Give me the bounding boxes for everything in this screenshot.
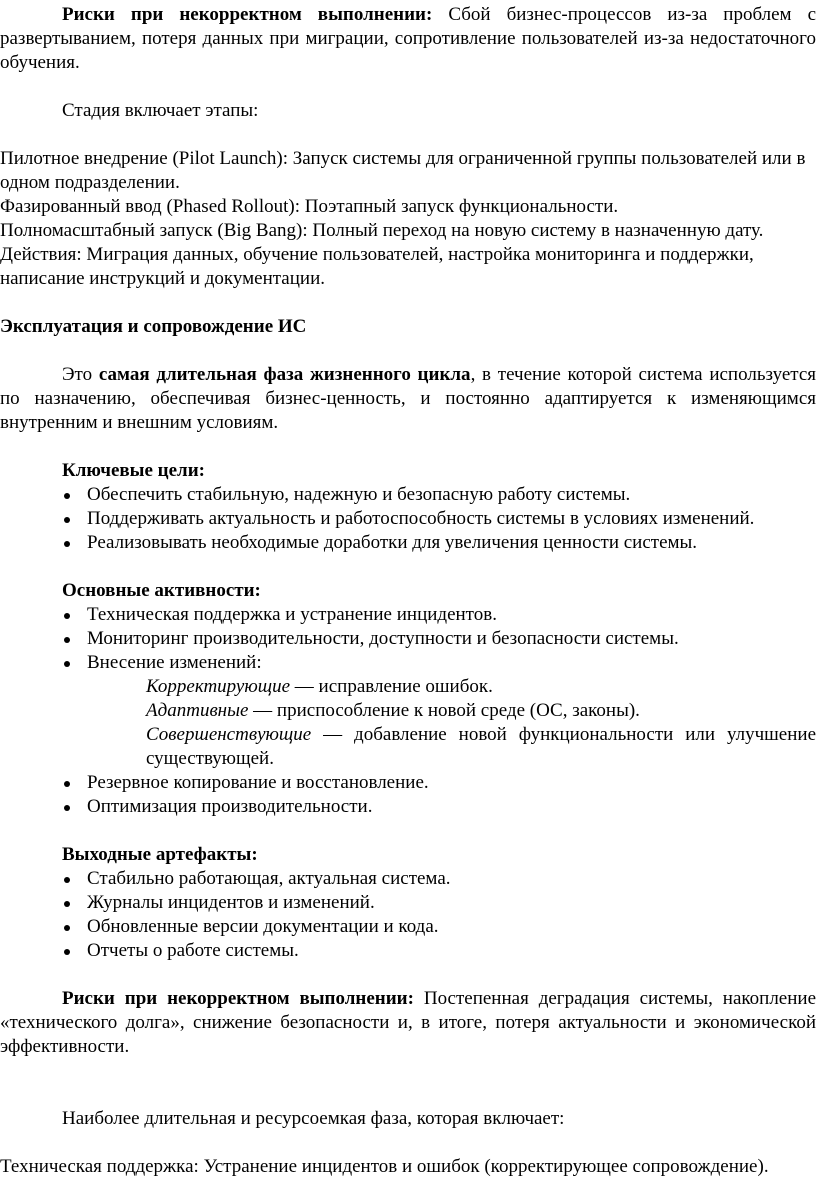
- list-item: Внесение изменений:: [62, 651, 816, 675]
- risks-paragraph-2: [0, 987, 816, 1059]
- intro-pre: Это: [62, 364, 93, 385]
- bullet-icon: [64, 493, 70, 499]
- list-item: Обеспечить стабильную, надежную и безопасную работу системы.: [62, 483, 816, 507]
- risks-text: Сбой бизнес-процессов из-за проблем с развертыванием, потеря данных при миграции, сопротивление пользователей из-за недостаточного обучения.: [0, 4, 816, 73]
- section-intro: [0, 363, 816, 435]
- bullet-icon: [64, 637, 70, 643]
- artifacts-title: Выходные артефакты:: [62, 844, 258, 865]
- risks-label: Риски при некорректном выполнении:: [62, 988, 414, 1009]
- list-item: Стабильно работающая, актуальная система.: [62, 867, 816, 891]
- activities-list-continued: [62, 771, 816, 819]
- bullet-icon: [64, 901, 70, 907]
- bullet-icon: [64, 877, 70, 883]
- stage-bigbang: Полномасштабный запуск (Big Bang): Полный переход на новую систему в назначенную дату.: [0, 220, 764, 241]
- bullet-icon: [64, 805, 70, 811]
- support-paragraph: Техническая поддержка: Устранение инцидентов и ошибок (корректирующее сопровождение).: [0, 1156, 769, 1177]
- artifacts-list: [62, 867, 816, 963]
- change-item: Корректирующие — исправление ошибок.: [146, 676, 493, 697]
- bullet-icon: [64, 781, 70, 787]
- activities-title: Основные активности:: [62, 580, 261, 601]
- stage-actions: Действия: Миграция данных, обучение пользователей, настройка мониторинга и поддержки, написание инструкций и документации.: [0, 244, 754, 289]
- activities-list: [62, 603, 816, 675]
- goals-title: Ключевые цели:: [62, 460, 205, 481]
- bullet-icon: [64, 661, 70, 667]
- list-item: Оптимизация производительности.: [62, 795, 816, 819]
- list-item: Поддерживать актуальность и работоспособность системы в условиях изменений.: [62, 507, 816, 531]
- goals-list: [62, 483, 816, 555]
- stage-phased: Фазированный ввод (Phased Rollout): Поэтапный запуск функциональности.: [0, 196, 619, 217]
- list-item: Реализовывать необходимые доработки для увеличения ценности системы.: [62, 531, 816, 555]
- list-item: Отчеты о работе системы.: [62, 939, 816, 963]
- stage-pilot: Пилотное внедрение (Pilot Launch): Запуск системы для ограниченной группы пользователей или в одном подразделении.: [0, 148, 806, 193]
- change-item: Совершенствующие — добавление новой функциональности или улучшение существующей.: [146, 724, 816, 769]
- risks-text: Постепенная деградация системы, накопление «технического долга», снижение безопасности и, в итоге, потеря актуальности и экономической эффективности.: [0, 988, 816, 1057]
- list-item: Журналы инцидентов и изменений.: [62, 891, 816, 915]
- bullet-icon: [64, 541, 70, 547]
- list-item: Мониторинг производительности, доступности и безопасности системы.: [62, 627, 816, 651]
- list-item: Обновленные версии документации и кода.: [62, 915, 816, 939]
- intro-bold: самая длительная фаза жизненного цикла: [98, 364, 471, 385]
- list-item: Техническая поддержка и устранение инцидентов.: [62, 603, 816, 627]
- risks-label: Риски при некорректном выполнении:: [62, 4, 433, 25]
- change-item: Адаптивные — приспособление к новой среде (ОС, законы).: [146, 700, 640, 721]
- bullet-icon: [64, 613, 70, 619]
- bullet-icon: [64, 925, 70, 931]
- intro-post: , в течение которой система используется по назначению, обеспечивая бизнес-ценность, и постоянно адаптируется к изменяющимся внутренним и внешним условиям.: [0, 364, 816, 433]
- closing-paragraph: Наиболее длительная и ресурсоемкая фаза, которая включает:: [62, 1108, 565, 1129]
- stage-intro: Стадия включает этапы:: [62, 100, 259, 121]
- bullet-icon: [64, 517, 70, 523]
- changes-list: [146, 675, 816, 771]
- bullet-icon: [64, 949, 70, 955]
- list-item: Резервное копирование и восстановление.: [62, 771, 816, 795]
- section-title: Эксплуатация и сопровождение ИС: [0, 316, 307, 337]
- risks-paragraph-1: [0, 3, 816, 75]
